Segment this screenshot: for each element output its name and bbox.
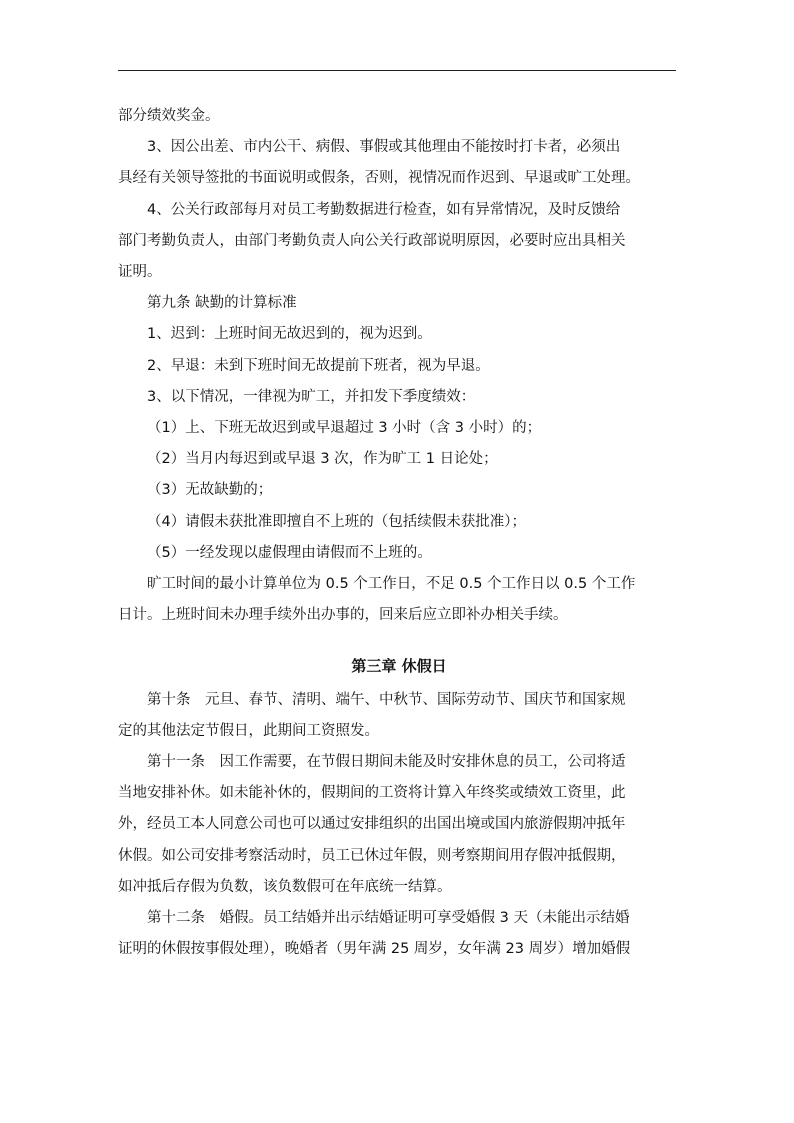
text-line: 外，经员工本人同意公司也可以通过安排组织的出国出境或国内旅游假期冲抵年: [118, 816, 626, 833]
text-line: 2、早退：未到下班时间无故提前下班者，视为早退。: [147, 357, 490, 374]
list-item: （4）请假未获批准即擅自不上班的（包括续假未获批准）；: [147, 513, 526, 530]
text-line: 具经有关领导签批的书面说明或假条，否则，视情况而作迟到、早退或旷工处理。: [118, 170, 640, 187]
text-line: 第十一条 因工作需要，在节假日期间未能及时安排休息的员工，公司将适: [147, 754, 626, 771]
text-line: 部分绩效奖金。: [118, 108, 220, 124]
text-line: 证明的休假按事假处理），晚婚者（男年满 25 周岁，女年满 23 周岁）增加婚假: [118, 941, 631, 958]
text-line: 第十二条 婚假。员工结婚并出示结婚证明可享受婚假 3 天（未能出示结婚: [147, 910, 630, 927]
text-line: 如冲抵后存假为负数，该负数假可在年底统一结算。: [118, 878, 452, 895]
list-item: （2）当月内每迟到或早退 3 次，作为旷工 1 日论处；: [147, 451, 498, 468]
list-item: （3）无故缺勤的；: [147, 482, 273, 499]
text-line: 第十条 元旦、春节、清明、端午、中秋节、国际劳动节、国庆节和国家规: [147, 691, 626, 708]
text-line: 当地安排补休。如未能补休的，假期间的工资将计算入年终奖或绩效工资里，此: [118, 785, 626, 802]
text-line: 4、公关行政部每月对员工考勤数据进行检查，如有异常情况，及时反馈给: [147, 201, 621, 218]
chapter-title: 第三章 休假日: [351, 657, 447, 676]
header-rule: [118, 70, 676, 71]
text-line: 3、因公出差、市内公干、病假、事假或其他理由不能按时打卡者，必须出: [147, 139, 621, 156]
text-line: 旷工时间的最小计算单位为 0.5 个工作日，不足 0.5 个工作日以 0.5 个工作: [147, 576, 636, 593]
article-heading: 第九条 缺勤的计算标准: [147, 295, 297, 312]
text-line: 1、迟到：上班时间无故迟到的，视为迟到。: [147, 326, 432, 343]
text-line: 证明。: [118, 264, 162, 281]
list-item: （1）上、下班无故迟到或早退超过 3 小时（含 3 小时）的；: [147, 420, 542, 437]
text-line: 休假。如公司安排考察活动时，员工已休过年假，则考察期间用存假冲抵假期，: [118, 847, 626, 864]
text-line: 部门考勤负责人，由部门考勤负责人向公关行政部说明原因，必要时应出具相关: [118, 232, 626, 249]
text-line: 3、以下情况，一律视为旷工，并扣发下季度绩效：: [147, 388, 476, 405]
list-item: （5）一经发现以虚假理由请假而不上班的。: [147, 544, 432, 561]
text-line: 日计。上班时间未办理手续外出办事的，回来后应立即补办相关手续。: [118, 607, 568, 624]
document-body: [118, 101, 680, 965]
text-line: 定的其他法定节假日，此期间工资照发。: [118, 722, 379, 739]
